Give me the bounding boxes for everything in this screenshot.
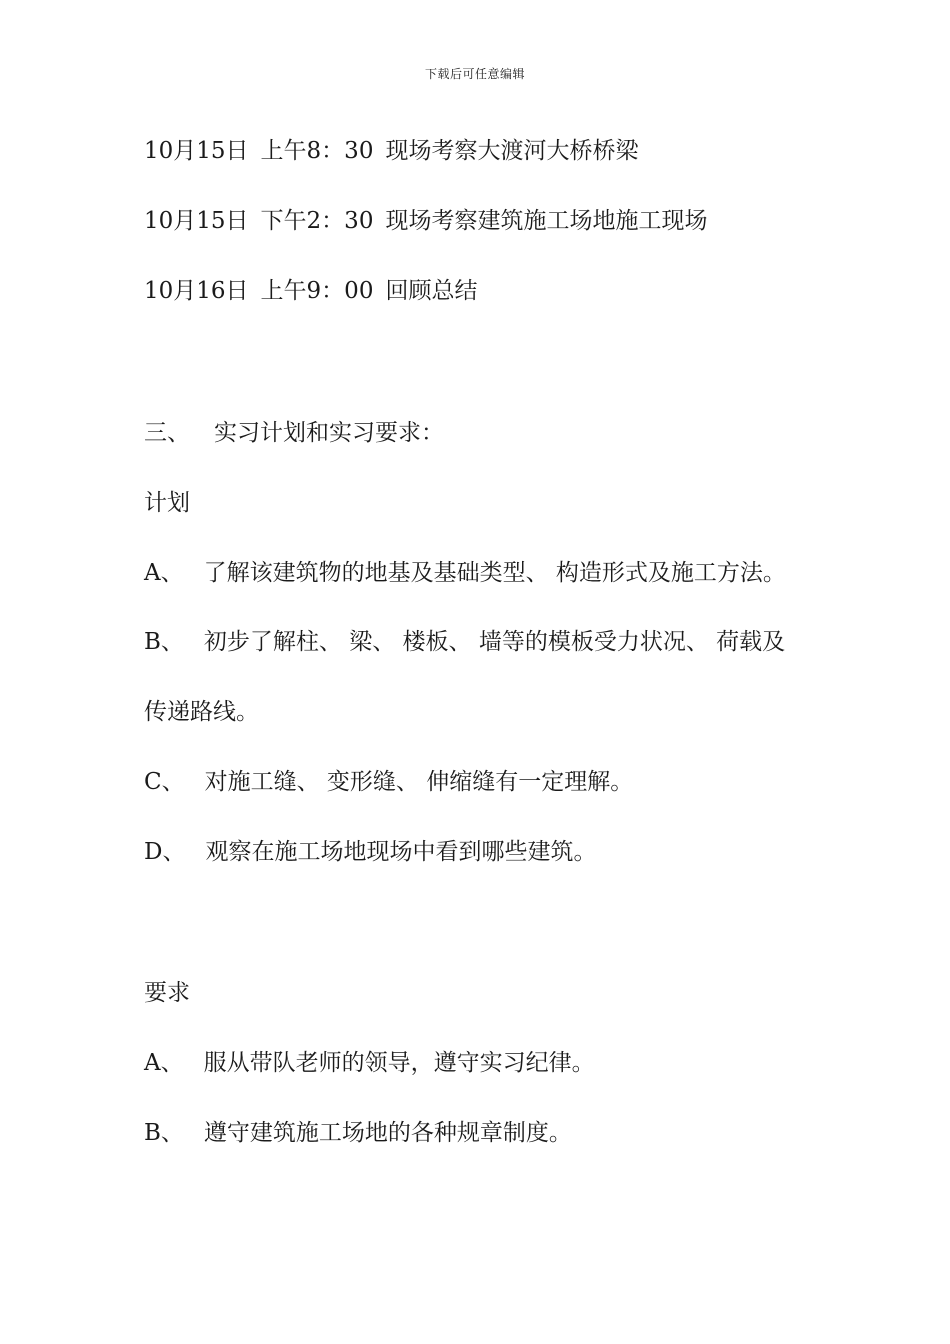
list-item-text: 观察在施工场地现场中看到哪些建筑。 [205, 839, 597, 865]
schedule-time: 上午8：30 [260, 138, 374, 164]
schedule-date: 10月16日 [144, 278, 249, 304]
schedule-row [144, 136, 638, 166]
schedule-date: 10月15日 [144, 208, 249, 234]
list-item-text: 遵守建筑施工场地的各种规章制度。 [203, 1120, 572, 1146]
schedule-row [144, 276, 477, 306]
plan-heading: 计划 [144, 490, 190, 516]
list-marker: B、 [144, 629, 184, 655]
schedule-time: 下午2：30 [260, 208, 374, 234]
schedule-activity: 现场考察大渡河大桥桥梁 [385, 138, 639, 164]
list-marker: A、 [144, 560, 184, 586]
plan-item [144, 837, 596, 867]
list-marker: D、 [144, 839, 186, 865]
schedule-row [144, 206, 707, 236]
list-item-text: 初步了解柱、 梁、 楼板、 墙等的模板受力状况、 荷载及 [203, 629, 786, 655]
list-marker: C、 [144, 769, 185, 795]
list-item-text: 对施工缝、 变形缝、 伸缩缝有一定理解。 [204, 769, 634, 795]
list-item-text: 了解该建筑物的地基及基础类型、 构造形式及施工方法。 [203, 560, 786, 586]
plan-item [144, 767, 633, 797]
schedule-activity: 现场考察建筑施工场地施工现场 [385, 208, 708, 234]
requirement-item [144, 1048, 595, 1078]
section-heading [144, 418, 444, 448]
schedule-time: 上午9：00 [260, 278, 374, 304]
schedule-date: 10月15日 [144, 138, 249, 164]
plan-item [144, 627, 785, 657]
list-marker: B、 [144, 1120, 184, 1146]
schedule-activity: 回顾总结 [385, 278, 478, 304]
section-title: 实习计划和实习要求： [214, 420, 444, 446]
plan-item [144, 558, 786, 588]
list-item-text: 服从带队老师的领导，遵守实习纪律。 [203, 1050, 595, 1076]
requirements-heading: 要求 [144, 980, 190, 1006]
requirement-item [144, 1118, 572, 1148]
plan-item-continuation: 传递路线。 [144, 699, 259, 725]
list-marker: A、 [144, 1050, 184, 1076]
section-number: 三、 [144, 420, 190, 446]
page-header: 下载后可任意编辑 [424, 67, 525, 81]
